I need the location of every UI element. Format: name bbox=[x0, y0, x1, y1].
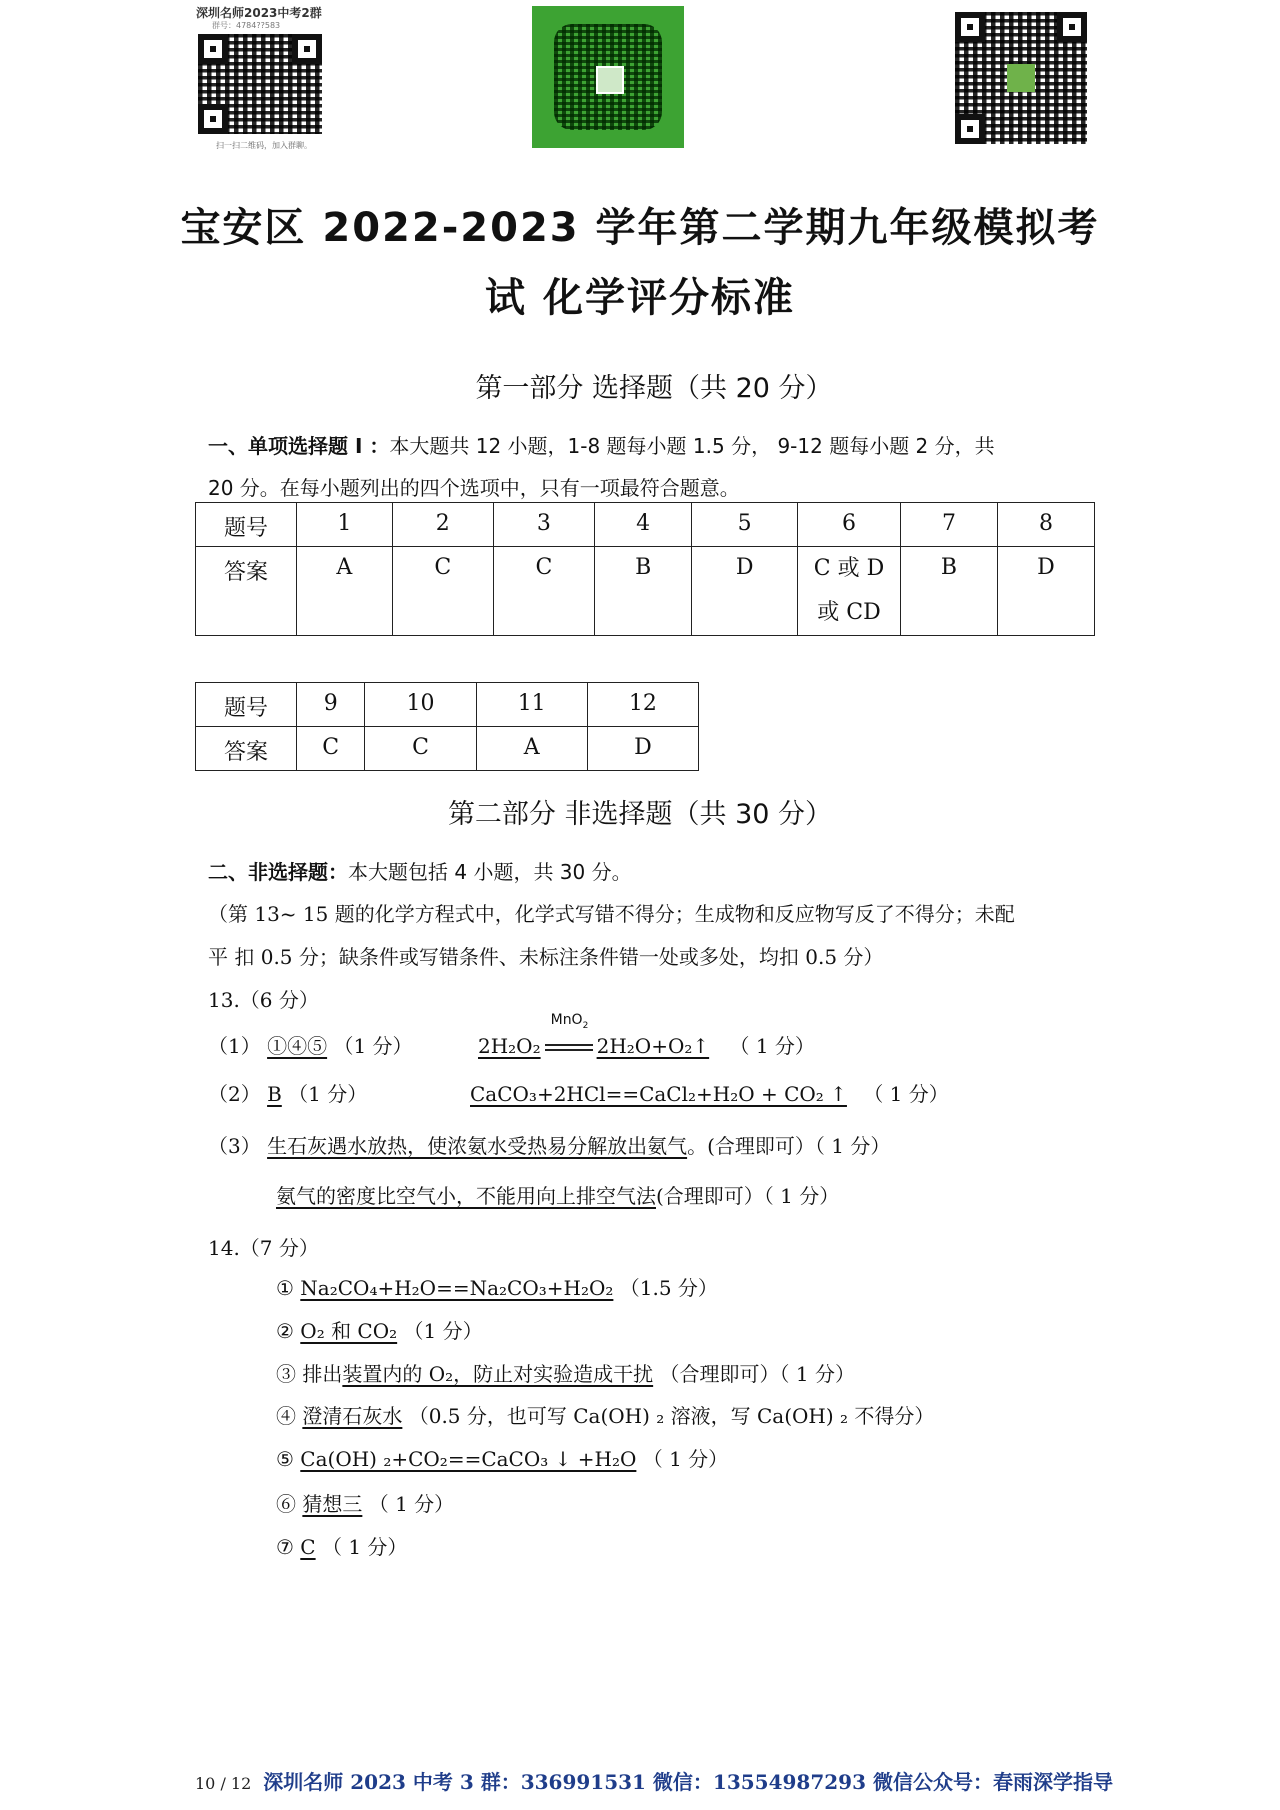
section2-description bbox=[208, 856, 632, 885]
q13-p3-prefix: （3） bbox=[208, 1134, 261, 1158]
q14-item-num: ⑥ bbox=[276, 1492, 296, 1516]
table1-answer: B bbox=[901, 547, 998, 636]
table2-answer: A bbox=[476, 727, 587, 771]
q14-item bbox=[276, 1358, 855, 1387]
section2-label: 二、非选择题： bbox=[208, 860, 348, 884]
section2-desc: 本大题包括 4 小题，共 30 分。 bbox=[348, 860, 632, 884]
q14-item-answer: 澄清石灰水 bbox=[302, 1404, 403, 1428]
q14-item-tail: （1.5 分） bbox=[619, 1276, 718, 1300]
q14-item-tail: （ 1 分） bbox=[368, 1492, 455, 1516]
table1-answer: D bbox=[998, 547, 1095, 636]
table2-label-number: 题号 bbox=[196, 683, 297, 727]
q14-item bbox=[276, 1443, 728, 1472]
part2-heading: 第二部分 非选择题（共 30 分） bbox=[447, 799, 833, 830]
q13-p1-eq-left: 2H₂O₂ bbox=[478, 1034, 541, 1058]
q13-p2-equation bbox=[470, 1078, 949, 1107]
table1-number: 2 bbox=[392, 503, 493, 547]
q13-p2-eq-score: （ 1 分） bbox=[863, 1082, 949, 1106]
q14-item-num: ⑦ bbox=[276, 1535, 294, 1559]
q13-p3-answer2: 氨气的密度比空气小，不能用向上排空气法 bbox=[276, 1184, 656, 1208]
table2-number: 10 bbox=[365, 683, 476, 727]
q14-item-answer: 装置内的 O₂，防止对实验造成干扰 bbox=[342, 1362, 654, 1386]
grading-note-line1: （第 13~ 15 题的化学方程式中，化学式写错不得分；生成物和反应物写反了不得分；未配 bbox=[208, 902, 1015, 926]
q14-item-tail: （1 分） bbox=[403, 1319, 483, 1343]
q14-item-answer: O₂ 和 CO₂ bbox=[300, 1319, 398, 1343]
q14-item-answer: 猜想三 bbox=[302, 1492, 363, 1516]
q14-item bbox=[276, 1488, 454, 1517]
q14-item bbox=[276, 1400, 934, 1429]
q14-item-answer: Na₂CO₄+H₂O==Na₂CO₃+H₂O₂ bbox=[300, 1276, 614, 1300]
document-title-line2: 试 化学评分标准 bbox=[485, 275, 795, 321]
table1-number: 8 bbox=[998, 503, 1095, 547]
table2-number: 11 bbox=[476, 683, 587, 727]
footer-promo-text: 深圳名师 2023 中考 3 群：336991531 微信：13554987293 微信公众号：春雨深学指导 bbox=[263, 1770, 1113, 1794]
section1-description bbox=[208, 430, 995, 459]
q13-title: 13.（6 分） bbox=[208, 988, 319, 1012]
q13-p3-tail: 。(合理即可）（ 1 分） bbox=[687, 1134, 891, 1158]
qr-caption-top: 深圳名师2023中考2群 bbox=[196, 6, 322, 20]
q13-p2-prefix: （2） bbox=[208, 1082, 261, 1106]
q14-item-num: ⑤ bbox=[276, 1447, 294, 1471]
grading-note-line2: 平 扣 0.5 分；缺条件或写错条件、未标注条件错一处或多处，均扣 0.5 分） bbox=[208, 945, 884, 969]
q13-part1 bbox=[208, 1030, 413, 1059]
table1-answer: B bbox=[594, 547, 691, 636]
q13-p1-equation bbox=[478, 1012, 815, 1059]
table1-answer: A bbox=[297, 547, 393, 636]
q13-part3-line2 bbox=[276, 1180, 839, 1209]
table1-number: 1 bbox=[297, 503, 393, 547]
section1-desc: 本大题共 12 小题，1-8 题每小题 1.5 分， 9-12 题每小题 2 分，共 bbox=[389, 434, 995, 458]
q14-item-answer: C bbox=[300, 1535, 316, 1559]
q14-item-num: ④ bbox=[276, 1404, 296, 1428]
q14-item-tail: （0.5 分，也可写 Ca(OH) ₂ 溶液，写 Ca(OH) ₂ 不得分） bbox=[408, 1404, 935, 1428]
section1-description-line2: 20 分。在每小题列出的四个选项中，只有一项最符合题意。 bbox=[208, 476, 740, 500]
table1-label-number: 题号 bbox=[196, 503, 297, 547]
q14-item bbox=[276, 1272, 718, 1301]
table1-answer: D bbox=[692, 547, 798, 636]
qr-caption-id: 群号：4784??583 bbox=[212, 21, 281, 30]
q13-p2-answer: B bbox=[267, 1082, 282, 1106]
q13-p1-prefix: （1） bbox=[208, 1034, 261, 1058]
q14-item bbox=[276, 1315, 483, 1344]
table1-label-answer: 答案 bbox=[196, 547, 297, 636]
q13-p1-eq-right: 2H₂O+O₂↑ bbox=[596, 1034, 710, 1058]
q14-item-tail: （ 1 分） bbox=[321, 1535, 408, 1559]
q14-item bbox=[276, 1531, 407, 1560]
q13-p1-eq-arrow bbox=[541, 1012, 597, 1058]
q14-item-pre: 排出 bbox=[302, 1362, 343, 1386]
table1-answer: C bbox=[493, 547, 594, 636]
qr-code-middle bbox=[532, 6, 684, 148]
q14-title: 14.（7 分） bbox=[208, 1236, 319, 1260]
table1-answer-6-line2: 或 CD bbox=[817, 600, 881, 625]
table1-number: 5 bbox=[692, 503, 798, 547]
q13-p1-eq-score: （ 1 分） bbox=[729, 1034, 815, 1058]
table2-answer: C bbox=[297, 727, 365, 771]
table1-answer-6-line1: C 或 D bbox=[813, 556, 885, 581]
q14-item-answer: Ca(OH) ₂+CO₂==CaCO₃ ↓ +H₂O bbox=[300, 1447, 637, 1471]
q13-part3 bbox=[208, 1130, 890, 1159]
q13-p1-catalyst: MnO$_2$ bbox=[550, 1012, 589, 1031]
document-title-line1: 宝安区 2022-2023 学年第二学期九年级模拟考 bbox=[180, 205, 1100, 251]
answer-table-1 bbox=[195, 502, 1095, 636]
part1-heading: 第一部分 选择题（共 20 分） bbox=[475, 373, 833, 404]
section1-label: 一、单项选择题 Ⅰ ： bbox=[208, 434, 390, 458]
table1-answer-6 bbox=[798, 547, 901, 636]
q14-item-tail: （ 1 分） bbox=[642, 1447, 729, 1471]
table2-label-answer: 答案 bbox=[196, 727, 297, 771]
qr-code-left bbox=[198, 34, 322, 134]
page-footer bbox=[195, 1766, 1113, 1795]
table1-number: 4 bbox=[594, 503, 691, 547]
table1-number: 7 bbox=[901, 503, 998, 547]
answer-table-2 bbox=[195, 682, 699, 771]
table2-answer: D bbox=[587, 727, 698, 771]
q14-item-num: ② bbox=[276, 1319, 294, 1343]
q13-p3-tail2: (合理即可）（ 1 分） bbox=[656, 1184, 840, 1208]
q13-part2 bbox=[208, 1078, 367, 1107]
qr-code-right bbox=[955, 12, 1087, 144]
table1-number: 3 bbox=[493, 503, 594, 547]
q13-p3-answer: 生石灰遇水放热，使浓氨水受热易分解放出氨气 bbox=[267, 1134, 688, 1158]
q14-item-num: ① bbox=[276, 1276, 294, 1300]
table2-answer: C bbox=[365, 727, 476, 771]
table1-answer: C bbox=[392, 547, 493, 636]
table1-number: 6 bbox=[798, 503, 901, 547]
q14-item-tail: （合理即可）（ 1 分） bbox=[659, 1362, 855, 1386]
q13-p2-score: （1 分） bbox=[288, 1082, 368, 1106]
table2-number: 12 bbox=[587, 683, 698, 727]
q13-p2-eq: CaCO₃+2HCl==CaCl₂+H₂O + CO₂ ↑ bbox=[470, 1082, 847, 1106]
page-number: 10 / 12 bbox=[195, 1774, 252, 1793]
qr-caption-bottom: 扫一扫二维码，加入群聊。 bbox=[216, 141, 312, 150]
q14-item-num: ③ bbox=[276, 1362, 296, 1386]
table2-number: 9 bbox=[297, 683, 365, 727]
q13-p1-score: （1 分） bbox=[333, 1034, 413, 1058]
q13-p1-answer: ①④⑤ bbox=[267, 1034, 328, 1058]
